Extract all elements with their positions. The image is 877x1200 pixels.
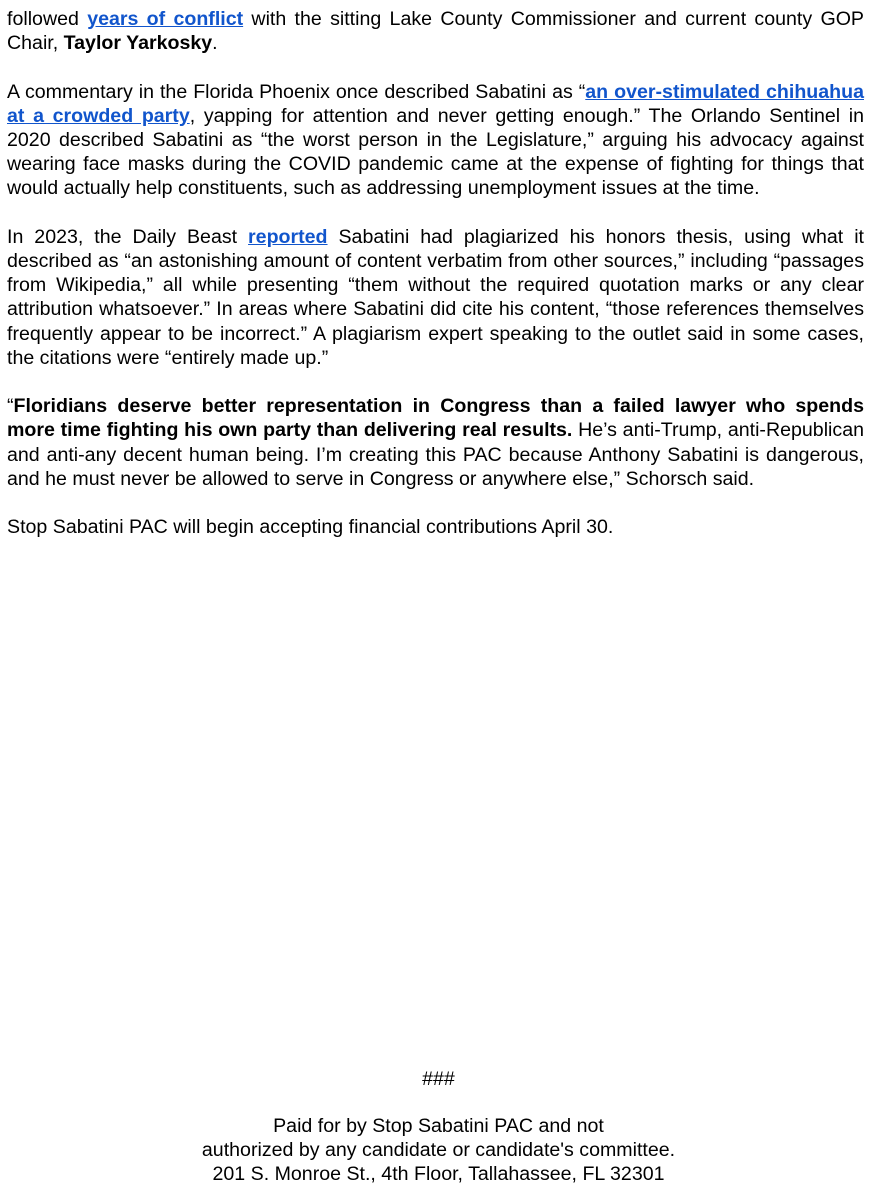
paid-for-disclaimer	[0, 1114, 877, 1187]
years-of-conflict-link[interactable]: years of conflict	[87, 8, 244, 30]
paragraph-quote	[7, 394, 864, 491]
paragraph-text: “	[7, 395, 14, 418]
disclaimer-address: 201 S. Monroe St., 4th Floor, Tallahassee, FL 32301	[212, 1163, 665, 1186]
paragraph-text: He’s anti-Trump, anti-Republican and anti-any decent human being. I’m creating this PAC because Anthony Sabatini is dangerous, and he must never be allowed to serve in Congress or anywhere else,” Schorsch said.	[7, 419, 864, 490]
paragraph-plagiarism	[7, 225, 864, 370]
paragraph-commentary	[7, 80, 864, 201]
paragraph-text: followed	[7, 8, 88, 30]
press-release-body	[7, 7, 864, 564]
paragraph-text: .	[212, 32, 218, 55]
bold-quote: Floridians deserve better representation in Congress than a failed lawyer who spends more time fighting his own party than delivering real results.	[7, 395, 864, 442]
end-mark: ###	[422, 1068, 455, 1090]
disclaimer-line-2: authorized by any candidate or candidate's committee.	[201, 1139, 676, 1162]
paragraph-text: Sabatini had plagiarized his honors thesis, using what it described as “an astonishing amount of content verbatim from other sources,” including “passages from Wikipedia,” all while presenting “them without the required quotation marks or any clear attribution whatsoever.” In areas where Sabatini did cite his content, “those references themselves frequently appear to be incorrect.” A plagiarism expert speaking to the outlet said in some cases, the citations were “entirely made up.”	[7, 225, 865, 369]
disclaimer-line-1: Paid for by Stop Sabatini PAC and not	[273, 1115, 604, 1137]
taylor-yarkosky-name: Taylor Yarkosky	[63, 32, 213, 55]
paragraph-text: In 2023, the Daily Beast	[7, 225, 249, 248]
chihuahua-link[interactable]: an over-stimulated chihuahua at a crowded party	[7, 80, 864, 127]
reported-link[interactable]: reported	[248, 225, 328, 248]
paragraph-text: Stop Sabatini PAC will begin accepting financial contributions April 30.	[7, 516, 614, 539]
paragraph-conflict	[7, 7, 864, 55]
paragraph-contributions	[7, 515, 864, 539]
paragraph-text: with the sitting Lake County Commissioner and current county GOP Chair,	[7, 8, 864, 55]
paragraph-text: A commentary in the Florida Phoenix once described Sabatini as “	[7, 80, 586, 103]
paragraph-text: , yapping for attention and never getting enough.” The Orlando Sentinel in 2020 described Sabatini as “the worst person in the Legislature,” arguing his advocacy against wearing face masks during the COVID pandemic came at the expense of fighting for things that would actually help constituents, such as addressing unemployment issues at the time.	[7, 104, 864, 200]
